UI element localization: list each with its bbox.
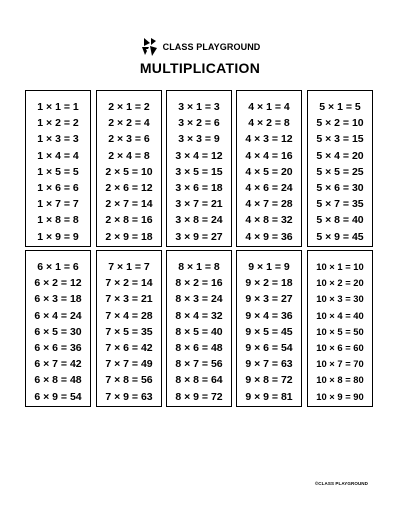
times-table-card-7 bbox=[96, 250, 162, 407]
equation-row: 9 × 5 = 45 bbox=[245, 325, 293, 338]
equation-row: 6 × 4 = 24 bbox=[34, 309, 82, 322]
times-table-card-4 bbox=[236, 90, 302, 247]
equation-row: 7 × 3 = 21 bbox=[105, 293, 153, 306]
equation-row: 9 × 4 = 36 bbox=[245, 309, 293, 322]
equation-row: 1 × 6 = 6 bbox=[37, 181, 79, 194]
equation-row: 2 × 6 = 12 bbox=[105, 181, 153, 194]
equation-row: 3 × 1 = 3 bbox=[178, 101, 220, 113]
equation-row: 5 × 3 = 15 bbox=[316, 133, 364, 146]
equation-row: 9 × 8 = 72 bbox=[245, 374, 293, 387]
equation-row: 8 × 3 = 24 bbox=[175, 293, 223, 306]
page-title: MULTIPLICATION bbox=[139, 60, 261, 76]
equation-row: 3 × 5 = 15 bbox=[175, 165, 223, 178]
equation-row: 2 × 3 = 6 bbox=[108, 133, 150, 146]
equation-row: 7 × 4 = 28 bbox=[105, 309, 153, 322]
equation-row: 5 × 9 = 45 bbox=[316, 230, 364, 243]
equation-row: 7 × 6 = 42 bbox=[105, 341, 153, 354]
equation-row: 8 × 5 = 40 bbox=[175, 325, 223, 338]
equation-row: 2 × 5 = 10 bbox=[105, 165, 153, 178]
equation-row: 7 × 7 = 49 bbox=[105, 358, 153, 371]
equation-row: 5 × 7 = 35 bbox=[316, 198, 364, 211]
equation-row: 4 × 4 = 16 bbox=[245, 149, 293, 162]
times-table-card-1 bbox=[25, 90, 91, 247]
equation-row: 6 × 5 = 30 bbox=[34, 325, 82, 338]
equation-row: 5 × 1 = 5 bbox=[319, 101, 361, 113]
class-playground-logo-icon bbox=[140, 37, 158, 57]
times-table-card-3 bbox=[166, 90, 232, 247]
equation-row: 3 × 7 = 21 bbox=[175, 198, 223, 211]
footer-copyright: ©CLASS PLAYGROUND bbox=[314, 481, 368, 486]
equation-row: 4 × 3 = 12 bbox=[245, 133, 293, 146]
equation-row: 9 × 7 = 63 bbox=[245, 358, 293, 371]
equation-row: 6 × 7 = 42 bbox=[34, 358, 82, 371]
equation-row: 1 × 3 = 3 bbox=[37, 133, 79, 146]
equation-row: 3 × 2 = 6 bbox=[178, 117, 220, 130]
equation-row: 3 × 3 = 9 bbox=[178, 133, 220, 146]
equation-row: 8 × 8 = 64 bbox=[175, 374, 223, 387]
equation-row: 10 × 8 = 80 bbox=[316, 374, 364, 386]
equation-row: 4 × 6 = 24 bbox=[245, 181, 293, 194]
equation-row: 10 × 5 = 50 bbox=[316, 325, 364, 337]
times-table-card-9 bbox=[236, 250, 302, 407]
equation-row: 6 × 6 = 36 bbox=[34, 341, 82, 354]
equation-row: 9 × 2 = 18 bbox=[245, 277, 293, 290]
equation-row: 9 × 3 = 27 bbox=[245, 293, 293, 306]
times-table-card-8 bbox=[166, 250, 232, 407]
equation-row: 2 × 2 = 4 bbox=[108, 117, 150, 130]
equation-row: 1 × 7 = 7 bbox=[37, 198, 79, 211]
equation-row: 6 × 3 = 18 bbox=[34, 293, 82, 306]
equation-row: 3 × 4 = 12 bbox=[175, 149, 223, 162]
times-table-card-2 bbox=[96, 90, 162, 247]
equation-row: 1 × 5 = 5 bbox=[37, 165, 79, 178]
equation-row: 10 × 1 = 10 bbox=[316, 261, 364, 272]
equation-row: 1 × 8 = 8 bbox=[37, 214, 79, 227]
equation-row: 4 × 7 = 28 bbox=[245, 198, 293, 211]
equation-row: 8 × 1 = 8 bbox=[178, 261, 220, 273]
equation-row: 7 × 1 = 7 bbox=[108, 261, 150, 273]
equation-row: 3 × 6 = 18 bbox=[175, 181, 223, 194]
equation-row: 2 × 9 = 18 bbox=[105, 230, 153, 243]
equation-row: 5 × 8 = 40 bbox=[316, 214, 364, 227]
equation-row: 9 × 6 = 54 bbox=[245, 341, 293, 354]
equation-row: 2 × 1 = 2 bbox=[108, 101, 150, 113]
equation-row: 10 × 7 = 70 bbox=[316, 358, 364, 370]
equation-row: 7 × 8 = 56 bbox=[105, 374, 153, 387]
equation-row: 6 × 2 = 12 bbox=[34, 277, 82, 290]
equation-row: 1 × 9 = 9 bbox=[37, 230, 79, 243]
equation-row: 10 × 9 = 90 bbox=[316, 390, 364, 402]
equation-row: 5 × 6 = 30 bbox=[316, 181, 364, 194]
equation-row: 1 × 2 = 2 bbox=[37, 117, 79, 130]
equation-row: 8 × 7 = 56 bbox=[175, 358, 223, 371]
equation-row: 7 × 5 = 35 bbox=[105, 325, 153, 338]
equation-row: 4 × 2 = 8 bbox=[248, 117, 290, 130]
equation-row: 1 × 4 = 4 bbox=[37, 149, 79, 162]
equation-row: 6 × 9 = 54 bbox=[34, 390, 82, 403]
equation-row: 5 × 4 = 20 bbox=[316, 149, 364, 162]
equation-row: 4 × 5 = 20 bbox=[245, 165, 293, 178]
equation-row: 4 × 9 = 36 bbox=[245, 230, 293, 243]
equation-row: 4 × 1 = 4 bbox=[248, 101, 290, 113]
equation-row: 3 × 9 = 27 bbox=[175, 230, 223, 243]
times-table-card-10 bbox=[307, 250, 373, 407]
equation-row: 9 × 9 = 81 bbox=[245, 390, 293, 403]
equation-row: 8 × 9 = 72 bbox=[175, 390, 223, 403]
equation-row: 1 × 1 = 1 bbox=[37, 101, 79, 113]
equation-row: 6 × 8 = 48 bbox=[34, 374, 82, 387]
equation-row: 7 × 9 = 63 bbox=[105, 390, 153, 403]
equation-row: 10 × 6 = 60 bbox=[316, 341, 364, 353]
times-table-card-5 bbox=[307, 90, 373, 247]
equation-row: 10 × 3 = 30 bbox=[316, 293, 364, 305]
equation-row: 4 × 8 = 32 bbox=[245, 214, 293, 227]
equation-row: 8 × 6 = 48 bbox=[175, 341, 223, 354]
times-table-card-6 bbox=[25, 250, 91, 407]
equation-row: 5 × 5 = 25 bbox=[316, 165, 364, 178]
equation-row: 5 × 2 = 10 bbox=[316, 117, 364, 130]
equation-row: 6 × 1 = 6 bbox=[37, 261, 79, 273]
equation-row: 10 × 4 = 40 bbox=[316, 309, 364, 321]
equation-row: 2 × 7 = 14 bbox=[105, 198, 153, 211]
equation-row: 2 × 4 = 8 bbox=[108, 149, 150, 162]
brand-header bbox=[0, 37, 400, 57]
equation-row: 3 × 8 = 24 bbox=[175, 214, 223, 227]
equation-row: 7 × 2 = 14 bbox=[105, 277, 153, 290]
equation-row: 8 × 4 = 32 bbox=[175, 309, 223, 322]
equation-row: 9 × 1 = 9 bbox=[248, 261, 290, 273]
equation-row: 10 × 2 = 20 bbox=[316, 277, 364, 289]
brand-name: CLASS PLAYGROUND bbox=[162, 42, 261, 52]
equation-row: 2 × 8 = 16 bbox=[105, 214, 153, 227]
equation-row: 8 × 2 = 16 bbox=[175, 277, 223, 290]
